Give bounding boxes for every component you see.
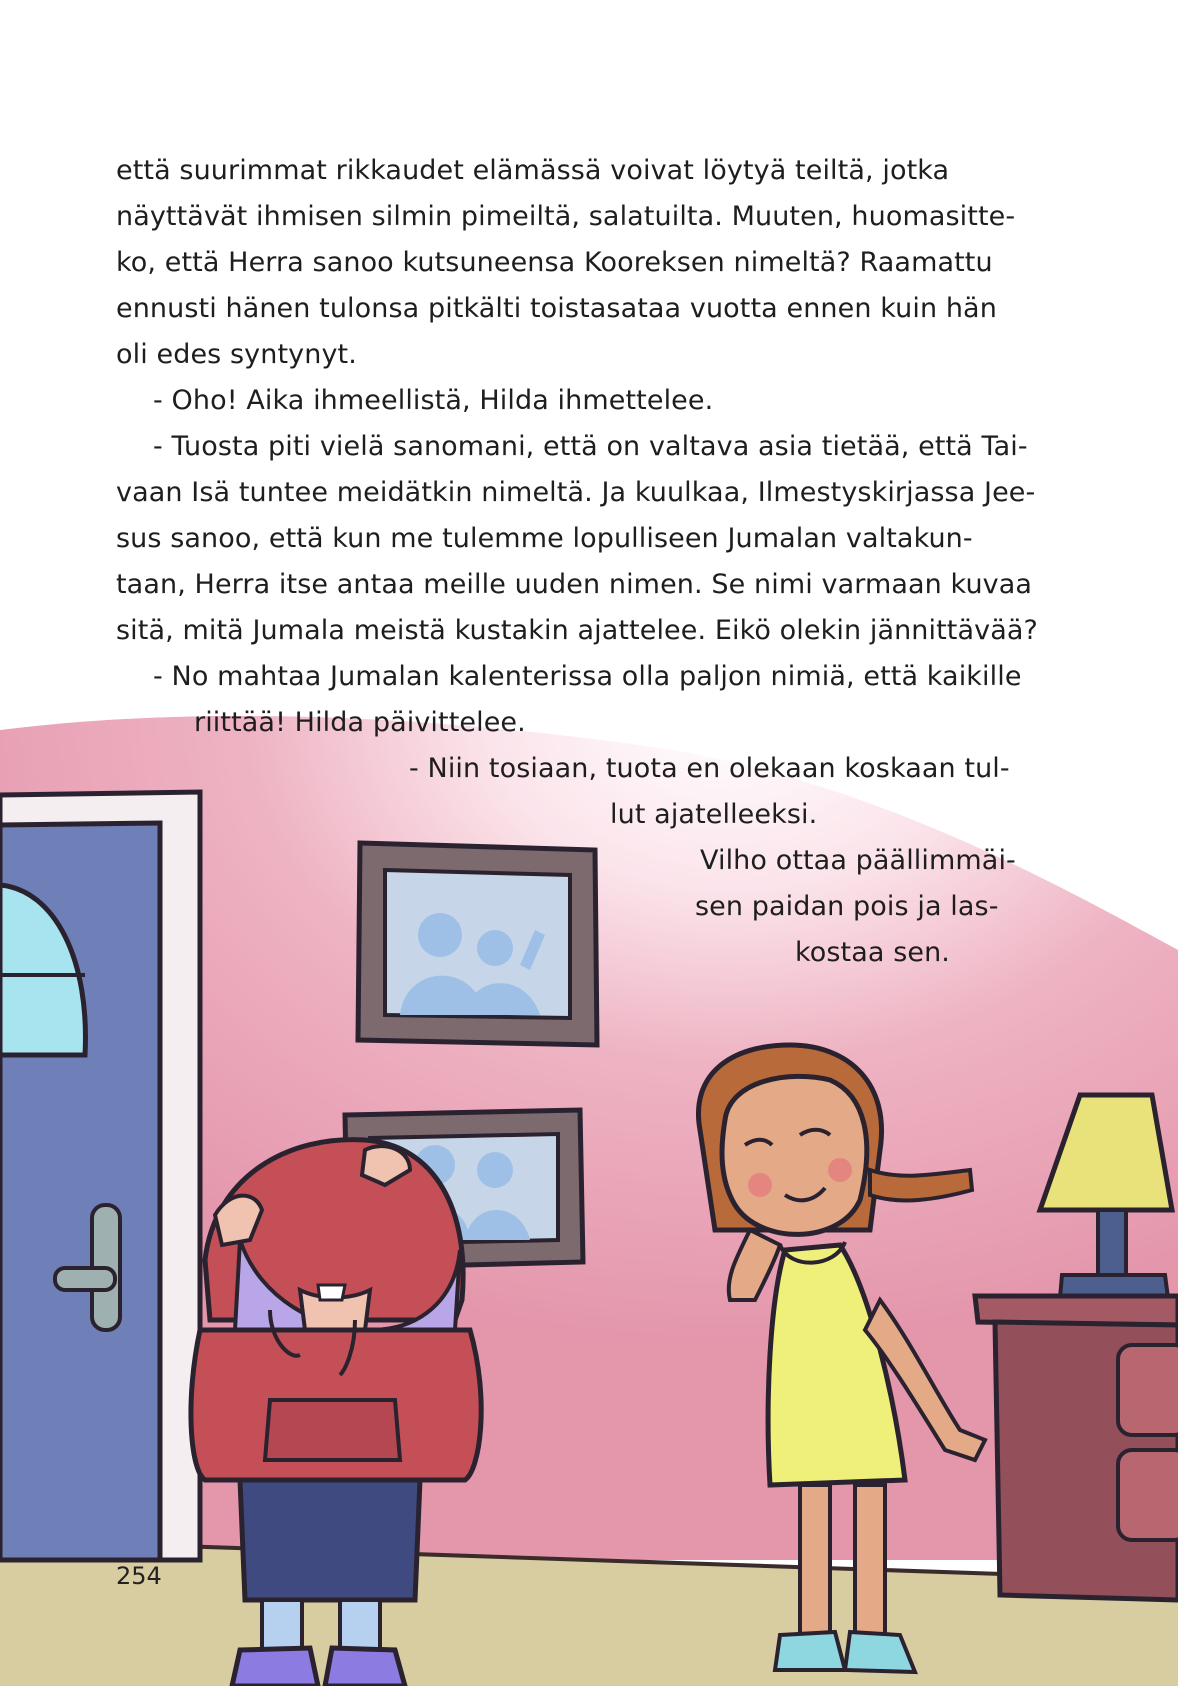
text-line: lut ajatelleeksi.	[610, 799, 818, 830]
text-line: - Oho! Aika ihmeellistä, Hilda ihmettelee.	[153, 385, 714, 416]
dresser	[975, 1296, 1178, 1600]
text-line: kostaa sen.	[795, 937, 950, 968]
text-line: sus sanoo, että kun me tulemme lopulliseen Jumalan valtakun-	[116, 523, 973, 554]
text-line: sen paidan pois ja las-	[695, 891, 999, 922]
text-line: ko, että Herra sanoo kutsuneensa Kooreksen nimeltä? Raamattu	[116, 247, 993, 278]
door	[0, 792, 200, 1560]
text-line: ennusti hänen tulonsa pitkälti toistasataa vuotta ennen kuin hän	[116, 293, 997, 324]
page-number: 254	[116, 1562, 162, 1590]
text-line: vaan Isä tuntee meidätkin nimeltä. Ja kuulkaa, Ilmestyskirjassa Jee-	[116, 477, 1036, 508]
text-line: Vilho ottaa päällimmäi-	[700, 845, 1016, 876]
text-line: näyttävät ihmisen silmin pimeiltä, salatuilta. Muuten, huomasitte-	[116, 201, 1016, 232]
text-line: että suurimmat rikkaudet elämässä voivat löytyä teiltä, jotka	[116, 155, 950, 186]
text-line: - Tuosta piti vielä sanomani, että on valtava asia tietää, että Tai-	[153, 431, 1028, 462]
text-line: - No mahtaa Jumalan kalenterissa olla paljon nimiä, että kaikille	[153, 661, 1022, 692]
text-line: riittää! Hilda päivittelee.	[194, 707, 526, 738]
text-line: oli edes syntynyt.	[116, 339, 357, 370]
picture-frame-top	[358, 843, 597, 1045]
text-line: - Niin tosiaan, tuota en olekaan koskaan tul-	[409, 753, 1010, 784]
text-line: sitä, mitä Jumala meistä kustakin ajattelee. Eikö olekin jännittävää?	[116, 615, 1038, 646]
text-line: taan, Herra itse antaa meille uuden nimen. Se nimi varmaan kuvaa	[116, 569, 1033, 600]
